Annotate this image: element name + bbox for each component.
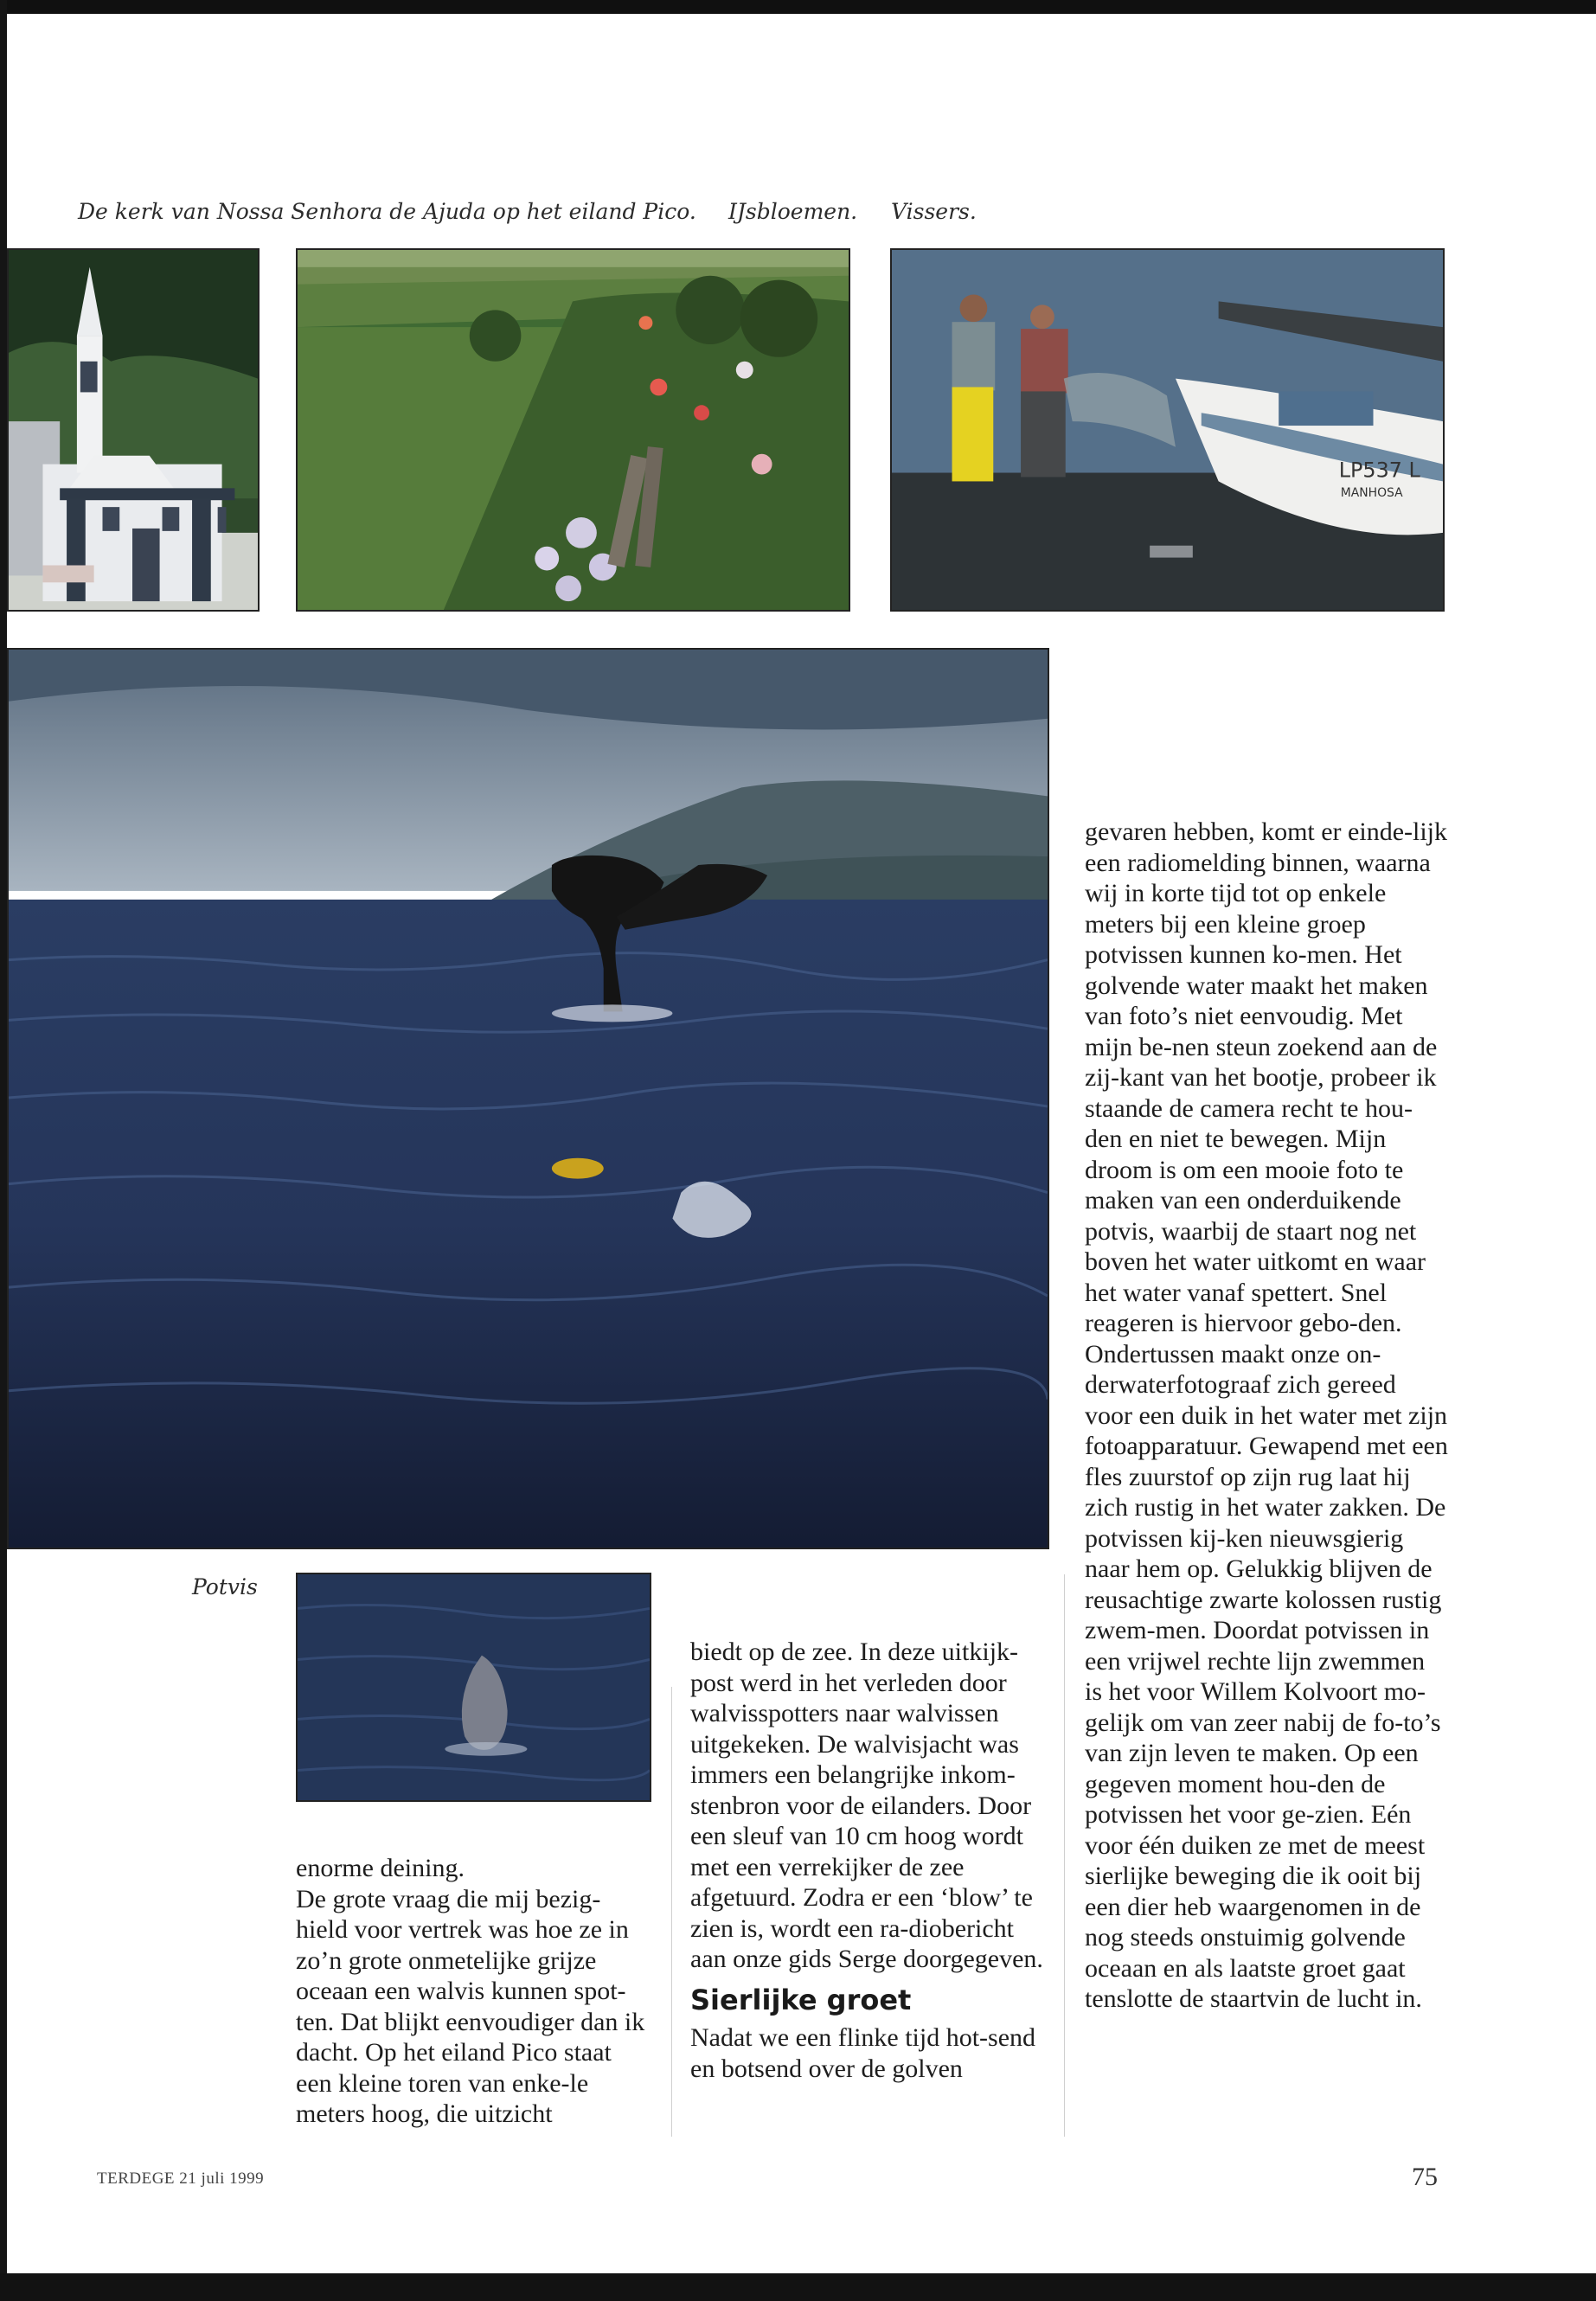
hydrangea-photo (296, 248, 850, 612)
column3-paragraph: gevaren hebben, komt er einde-lijk een radiomelding binnen, waarna wij in korte tijd tot op enkele meters bij een kleine groep potvissen kunnen ko-men. Het golvende water maakt het maken van foto’s niet eenvoudig. Met mijn be-nen steun zoekend aan de zij-kant van het bootje, probeer ik staande de camera recht te hou-den en niet te bewegen. Mijn droom is om een mooie foto te maken van een onderduikende potvis, waarbij de staart nog net boven het water uitkomt en waar het water vanaf spettert. Snel reageren is hiervoor gebo-den. (1085, 817, 1448, 1337)
page-number: 75 (1412, 2163, 1438, 2191)
caption-fishermen: Vissers. (891, 199, 977, 224)
footer-publication: TERDEGE 21 juli 1999 (97, 2170, 265, 2188)
church-photo (7, 248, 260, 612)
whale-back-photo (296, 1573, 651, 1802)
column-divider (1064, 1574, 1065, 2137)
boat-name-text: MANHOSA (1340, 486, 1403, 501)
column2-paragraph: biedt op de zee. In deze uitkijk-post werd in het verleden door walvisspotters naar walvissen uitgekeken. De walvisjacht was immers een belangrijke inkom-stenbron voor de eilanders. Door een sleuf van 10 cm hoog wordt met een verrekijker de zee afgetuurd. Zodra er een ‘blow’ te zien is, wordt een ra-diobericht aan onze gids Serge doorgegeven. (690, 1638, 1043, 1973)
text-column-3 (1085, 817, 1448, 2015)
fishermen-photo (890, 248, 1445, 612)
column1-paragraph: enorme deining. (296, 1854, 465, 1882)
caption-flowers: IJsbloemen. (728, 199, 858, 224)
column1-paragraph: De grote vraag die mij bezig-hield voor vertrek was hoe ze in zo’n grote onmetelijke grijze oceaan een walvis kunnen spot-ten. Dat blijkt eenvoudiger dan ik dacht. Op het eiland Pico staat een kleine toren van enke-le meters hoog, die uitzicht (296, 1884, 645, 2128)
scan-border-top (0, 0, 1596, 14)
boat-registration-text: LP537 L (1338, 458, 1420, 483)
whale-tail-photo (7, 648, 1049, 1549)
scan-border-left (0, 0, 7, 2301)
section-heading: Sierlijke groet (690, 1983, 912, 2016)
caption-whale: Potvis (192, 1574, 258, 1599)
column-divider (671, 1687, 672, 2137)
column2-paragraph: Nadat we een flinke tijd hot-send en botsend over de golven (690, 2023, 1036, 2083)
column3-paragraph: Ondertussen maakt onze on-derwaterfotograaf zich gereed voor een duik in het water met zijn fotoapparatuur. Gewapend met een fles zuurstof op zijn rug laat hij zich rustig in het water zakken. De potvissen kij-ken nieuwsgierig naar hem op. Gelukkig blijven de reusachtige zwarte kolossen rustig zwem-men. Doordat potvissen in een vrijwel rechte lijn zwemmen is het voor Willem Kolvoort mo-gelijk om van zeer nabij de fo-to’s van zijn leven te maken. Op een gegeven moment hou-den de potvissen het voor ge-zien. Eén voor één duiken ze met de meest sierlijke beweging die ik ooit bij een dier heb waargenomen in de nog steeds onstuimig golvende oceaan en als laatste groet gaat tenslotte de staartvin de lucht in. (1085, 1339, 1448, 2013)
caption-church: De kerk van Nossa Senhora de Ajuda op het eiland Pico. (78, 199, 696, 224)
scan-border-bottom (0, 2273, 1596, 2301)
text-column-1 (296, 1853, 651, 2130)
text-column-2 (690, 1637, 1045, 2084)
